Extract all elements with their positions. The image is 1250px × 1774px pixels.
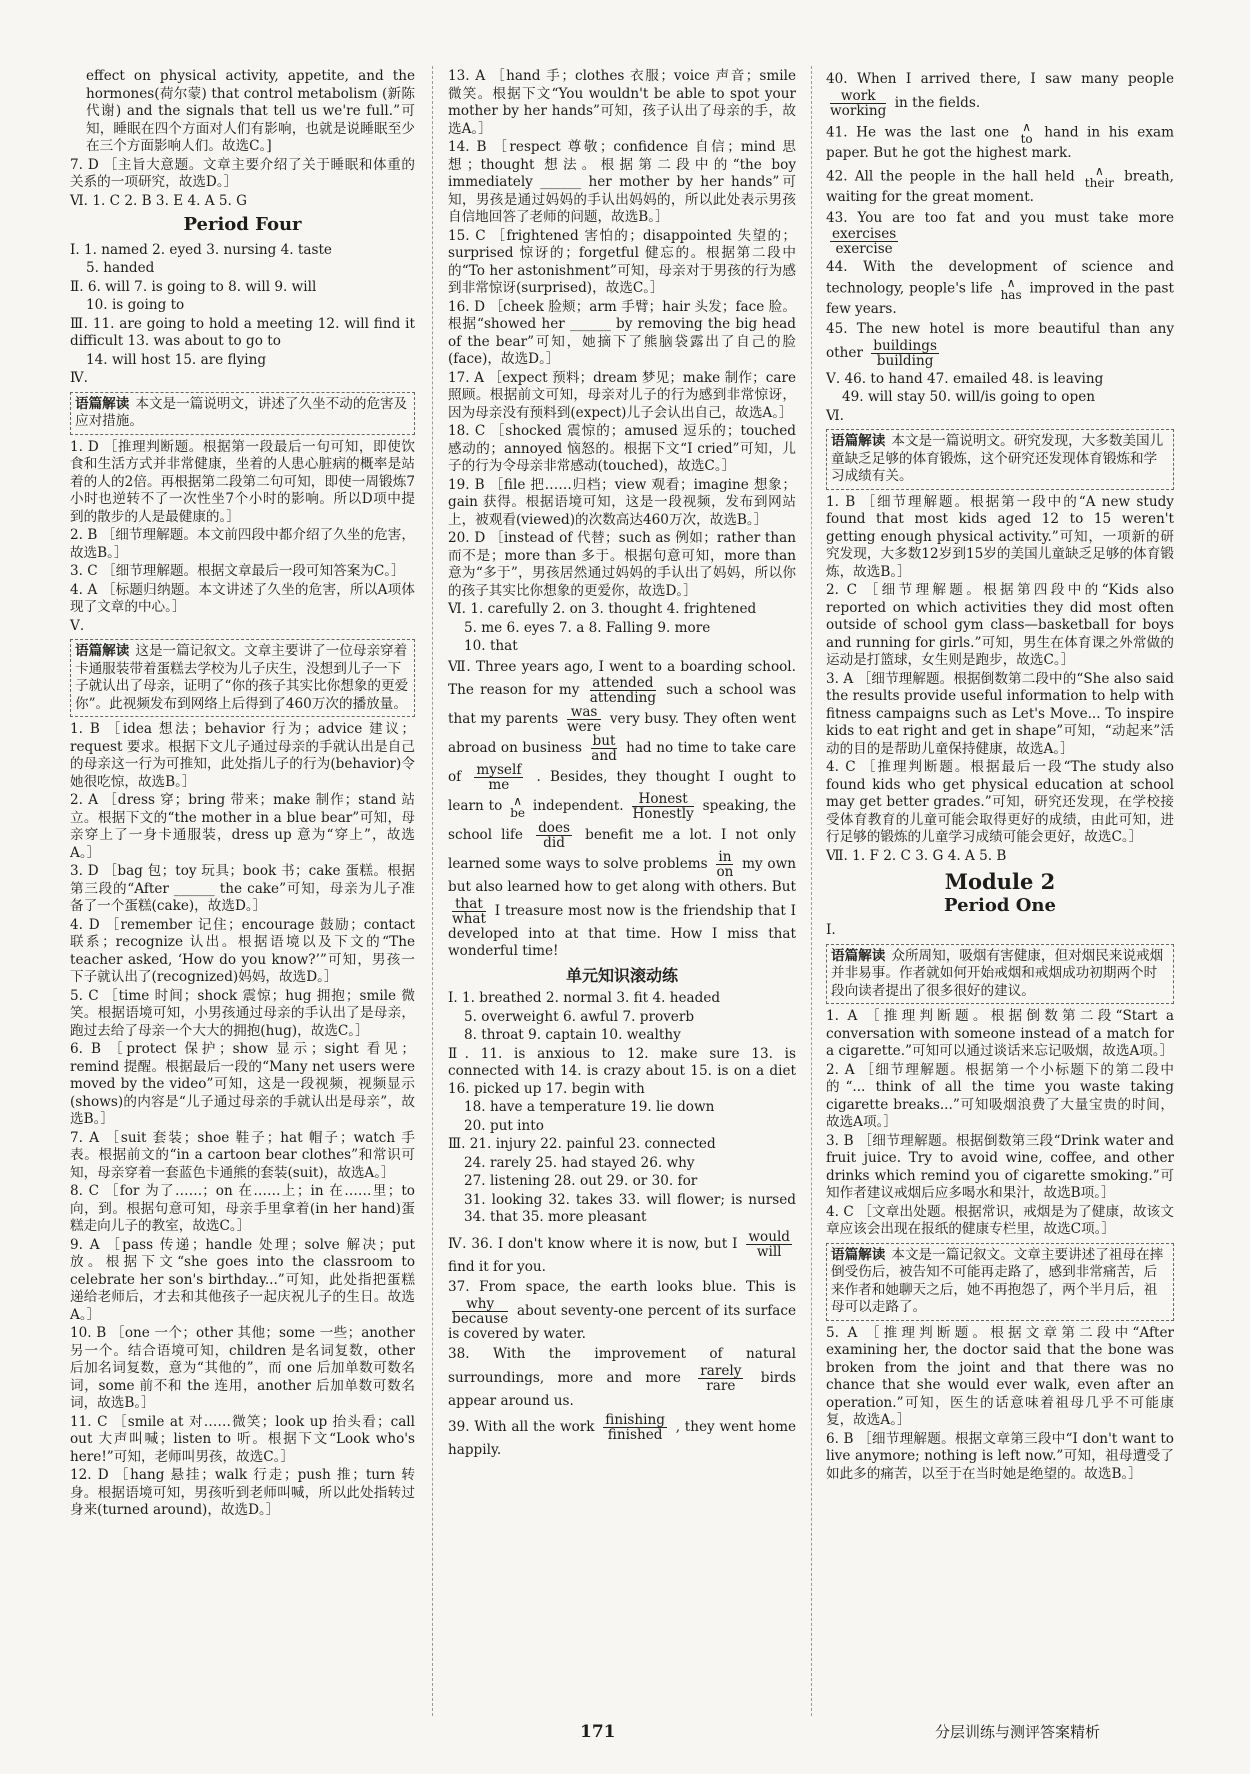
answer-line: 5. handed xyxy=(86,260,155,276)
correction-mark: attended attending xyxy=(589,675,657,706)
box-text: 本文是一篇说明文。研究发现，大多数美国儿童缺乏足够的体育锻炼，这个研究还发现体育锻炼和学习成绩有关。 xyxy=(831,433,1164,484)
answer-item: 1. D ［推理判断题。根据第一段最后一句可知，即使饮食和生活方式并非常健康，坐着的人患心脏病的概率是站着的人的2倍。再根据第二段第二句可知，即使一周锻炼7小时也逆转不了一次性坐7个小时的影响。所以D项中提到的散步的人是最健康的。］ xyxy=(70,438,415,525)
box-text: 众所周知，吸烟有害健康，但对烟民来说戒烟并非易事。作者就如何开始戒烟和戒烟成功初期两个时段向读者提出了很多很好的建议。 xyxy=(831,947,1164,999)
correction-mark: that what xyxy=(452,895,486,927)
box-tag: 语篇解读 xyxy=(75,643,130,659)
column-middle xyxy=(448,68,796,1463)
insertion-mark: ∧ to xyxy=(1020,119,1033,146)
answer-item: 13. A ［hand 手；clothes 衣服；voice 声音；smile 微笑。根据下文“You wouldn't be able to spot your mother by her hands”可知，孩子认出了母亲的手，故选A。］ xyxy=(448,68,796,137)
box-text: 这是一篇记叙文。文章主要讲了一位母亲穿着卡通服装带着蛋糕去学校为儿子庆生，没想到儿子一下子就认出了母亲，证明了“你的孩子其实比你想象的更爱你”。此视频发布到网络上后得到了460万次的播放量。 xyxy=(75,643,409,712)
answer-item: 15. C ［frightened 害怕的；disappointed 失望的；surprised 惊讶的；forgetful 健忘的。根据第二段中的“To her astonishment”可知，母亲对于男孩的行为感到非常惊讶(surprised)，故选C。］ xyxy=(448,227,796,296)
correction-sentence: 39. With all the work finishing finished , they went home happily. xyxy=(448,1412,796,1458)
answer-line: 8. throat 9. captain 10. wealthy xyxy=(464,1027,681,1043)
box-tag: 语篇解读 xyxy=(831,947,886,964)
answer-item: 1. B ［idea 想法；behavior 行为；advice 建议；request 要求。根据下文儿子通过母亲的手就认出是自己的母亲这一行为可推知，此处指儿子的行为(behavior)令她很吃惊，故选B。］ xyxy=(70,721,415,790)
answer-item: 10. B ［one 一个；other 其他；some 一些；another 另一个。结合语境可知，children 是名词复数，other 后加名词复数，意为“其他的”，而 one 后加单数可数名词，some 前不和 the 连用，another 后加单数可数名词，故选B。］ xyxy=(70,1325,415,1411)
answer-item: 16. D ［cheek 脸颊；arm 手臂；hair 头发；face 脸。根据“showed her ______ by removing the big head of the bear”可知，她摘下了熊脑袋露出了自己的脸(face)，故选D。］ xyxy=(448,298,796,367)
insertion-mark: ∧ has xyxy=(1000,275,1022,302)
box-tag: 语篇解读 xyxy=(75,395,130,412)
answer-item: 4. D ［remember 记住；encourage 鼓励；contact 联系；recognize 认出。根据语境以及下文的“The teacher asked, ‘How do you know?’”可知，男孩一下子就认出了(recognized)妈妈，故选D。］ xyxy=(70,916,415,985)
answer-line: 27. listening 28. out 29. or 30. for xyxy=(464,1173,698,1189)
answer-line: Ⅰ. 1. breathed 2. normal 3. fit 4. headed xyxy=(448,990,721,1006)
passage-analysis-box xyxy=(70,392,415,435)
answer-line: 10. that xyxy=(464,638,518,654)
correction-mark: rarely rare xyxy=(700,1362,742,1394)
answer-item: 11. C ［smile at 对……微笑；look up 抬头看；call out 大声叫喊；listen to 听。根据下文“Look who's here!”可知，老师叫男孩，故选C。］ xyxy=(70,1413,415,1465)
section-title-unit-review: 单元知识滚动练 xyxy=(565,965,678,985)
box-text: 本文是一篇说明文，讲述了久坐不动的危害及应对措施。 xyxy=(75,395,408,429)
answer-line: Ⅰ. 1. named 2. eyed 3. nursing 4. taste xyxy=(70,241,332,258)
answer-line: Ⅵ. 1. C 2. B 3. E 4. A 5. G xyxy=(70,192,248,209)
module-title: Module 2 xyxy=(944,869,1056,894)
correction-passage: Ⅶ. Three years ago, I went to a boarding school. The reason for my attended attending such a school was that my parents was were very busy. They often went abroad on business but and had no time to take care of myself me . Besides, they thought I ought to learn to ∧ be independent. Honest Honestly speaking, the school life does did benefit me a lot. I not only learned some ways to solve problems $\frac{in}{on}$ my own but also learned how to get along with others. But that what I treasure most now is the friendship that I developed into at that time. How I miss that wonderful time! xyxy=(448,658,797,959)
passage-analysis-box xyxy=(826,429,1174,490)
correction-mark: work working xyxy=(830,87,887,119)
section-roman: Ⅳ. xyxy=(70,370,88,386)
answer-item: 3. C ［细节理解题。根据文章最后一段可知答案为C。］ xyxy=(70,563,405,579)
correction-sentence: 41. He was the last one ∧ to hand in his exam paper. But he got the highest mark. xyxy=(826,119,1175,161)
answer-line: 18. have a temperature 19. lie down xyxy=(464,1099,715,1115)
answer-line: Ⅱ. 6. will 7. is going to 8. will 9. will xyxy=(70,278,317,295)
answer-line: 31. looking 32. takes 33. will flower; is nursed 34. that 35. more pleasant xyxy=(464,1191,796,1225)
correction-sentence: 40. When I arrived there, I saw many people work working in the fields. xyxy=(826,71,1174,119)
answer-item: 14. B ［respect 尊敬；confidence 自信；mind 思想；thought 想法。根据第二段中的“the boy immediately ______ her mother by her hands”可知，男孩是通过妈妈的手认出妈妈的，所以此处表示男孩自信地回答了老师的问题，故选B。］ xyxy=(448,139,796,225)
answer-line: Ⅲ. 11. are going to hold a meeting 12. will find it difficult 13. was about to go to xyxy=(70,315,415,349)
running-footer: 分层训练与测评答案精析 xyxy=(935,1723,1101,1741)
column-divider-2 xyxy=(811,66,812,1716)
answer-line: 49. will stay 50. will/is going to open xyxy=(842,389,1095,405)
answer-item: 4. A ［标题归纳题。本文讲述了久坐的危害，所以A项体现了文章的中心。］ xyxy=(70,581,415,615)
box-tag: 语篇解读 xyxy=(831,1246,886,1263)
correction-mark: $\frac{in}{on}$ xyxy=(716,849,734,880)
page-number: 171 xyxy=(580,1722,616,1742)
answer-item: 19. B ［file 把……归档；view 观看；imagine 想象；gain 获得。根据语境可知，这是一段视频，发布到网站上，被观看(viewed)的次数高达460万次，故选B。］ xyxy=(448,476,796,528)
answer-item: 3. B ［细节理解题。根据倒数第三段“Drink water and fruit juice. Try to avoid wine, coffee, and other drinks which remind you of cigarette smoking.”可知作者建议戒烟后应多喝水和果汁，故选B项。］ xyxy=(826,1132,1174,1201)
answer-item: 4. C ［文章出处题。根据常识，戒烟是为了健康，故该文章应该会出现在报纸的健康专栏里，故选C项。］ xyxy=(826,1203,1174,1237)
answer-line: Ⅴ. 46. to hand 47. emailed 48. is leaving xyxy=(826,370,1104,387)
answer-item: 12. D ［hang 悬挂；walk 行走；push 推；turn 转身。根据语境可知，男孩听到老师叫喊，所以此处指转过身来(turned around)，故选D。］ xyxy=(70,1467,415,1518)
answer-line: 14. will host 15. are flying xyxy=(86,351,267,368)
answer-item: 1. A ［推理判断题。根据倒数第二段“Start a conversation with someone instead of a match for a cigarette.”可知可以通过谈话来忘记吸烟，故选A项。］ xyxy=(826,1008,1174,1059)
correction-sentence: 37. From space, the earth looks blue. This is why because about seventy-one percent of its surface is covered by water. xyxy=(448,1279,796,1342)
answer-item: 8. C ［for 为了……；on 在……上；in 在……里；to 向，到。根据句意可知，母亲手里拿着(in her hand)蛋糕走向儿子的教室，故选C。］ xyxy=(70,1183,415,1234)
answer-item: 9. A ［pass 传递；handle 处理；solve 解决；put 放。根据下文“she goes into the classroom to celebrate her son's birthday...”可知，此处指把蛋糕递给老师后，才去和其他孩子一起庆祝儿子的生日。故选A。］ xyxy=(70,1236,415,1323)
answer-item: 18. C ［shocked 震惊的；amused 逗乐的；touched 感动的；annoyed 恼怒的。根据下文“I cried”可知，儿子的行为令母亲非常感动(touched)，故选C。］ xyxy=(448,423,796,474)
answer-line: 20. put into xyxy=(464,1117,544,1134)
insertion-mark: ∧ their xyxy=(1084,164,1115,190)
answer-item: 3. A ［细节理解题。根据倒数第二段中的“She also said the results provide useful information to help with fitness campaigns such as Let's Move... To inspire kids to eat right and get in shape”可知，“动起来”活动的目的是帮助儿童保持健康，故选A。］ xyxy=(826,670,1174,757)
section-title-period-four: Period Four xyxy=(183,214,302,235)
section-title-period-one: Period One xyxy=(944,894,1056,916)
section-roman: Ⅵ. xyxy=(826,407,844,424)
answer-item: 2. A ［细节理解题。根据第一个小标题下的第二段中的“... think of all the time you waste taking cigarette breaks...”可知吸烟浪费了大量宝贵的时间，故选A项。］ xyxy=(826,1061,1174,1130)
correction-mark: buildings building xyxy=(873,337,937,369)
text-line: effect on physical activity, appetite, and the hormones(荷尔蒙) that control metabolism (新陈代谢) and the signals that tell us we're full.”可知，睡眠在四个方面对人们有影响，也就是说睡眠至少在三个方面影响人们。故选C。] xyxy=(86,68,415,154)
answer-item: 2. C ［细节理解题。根据第四段中的“Kids also reported on which activities they did most often outside of school gym class—basketball for boys and running for girls.”可知，男生在体育课之外常做的运动是打篮球，女生则是跑步，故选C。］ xyxy=(826,582,1174,668)
box-text: 本文是一篇记叙文。文章主要讲述了祖母在摔倒受伤后，被告知不可能再走路了，感到非常痛苦，后来作者和她聊天之后，她不再抱怨了，两个半月后，祖母可以走路了。 xyxy=(831,1246,1164,1315)
answer-item: 5. A ［推理判断题。根据文章第二段中“After examining her, the doctor said that the bone was broken from the joint and that there was no chance that she would ever walk, even after an operation.”可知，医生的话意味着祖母几乎不可能康复，故选A。］ xyxy=(826,1324,1174,1428)
answer-line: 5. me 6. eyes 7. a 8. Falling 9. more xyxy=(464,619,711,636)
section-roman: Ⅰ. xyxy=(826,922,836,938)
answer-item: 7. D ［主旨大意题。文章主要介绍了关于睡眠和体重的关系的一项研究，故选D。］ xyxy=(70,156,415,190)
answer-line: 10. is going to xyxy=(86,297,185,313)
box-tag: 语篇解读 xyxy=(831,433,886,449)
answer-item: 20. D ［instead of 代替；such as 例如；rather than 而不是；more than 多于。根据句意可知，more than 意为“多于”，男孩居然通过妈妈的手认出了妈妈，所以你的孩子其实比你想象的更爱你，故选D。］ xyxy=(448,530,796,599)
answer-item: 3. D ［bag 包；toy 玩具；book 书；cake 蛋糕。根据第三段的“After ______ the cake”可知，母亲为儿子准备了一个蛋糕(cake)，故选D。］ xyxy=(70,863,415,914)
correction-mark: myself me xyxy=(476,762,522,793)
answer-item: 6. B ［protect 保护；show 显示；sight 看见；remind 提醒。根据最后一段的“Many net users were moved by the video”可知，这是一段视频，视频显示(shows)的内容是“儿子通过母亲的手就认出是母亲”，故选B。］ xyxy=(70,1041,415,1127)
answer-item: 4. C ［推理判断题。根据最后一段“The study also found kids who get physical education at school may get better grades.”可知，研究还发现，在学校接受体育教育的儿童可能会取得更好的成绩，由此可知，进行足够的锻炼的儿童学习成绩可能会更好，故选C。］ xyxy=(826,759,1174,845)
answer-line: 24. rarely 25. had stayed 26. why xyxy=(464,1154,695,1171)
passage-analysis-box xyxy=(826,944,1174,1005)
correction-sentence: 38. With the improvement of natural surroundings, more and more rarely rare birds appear around us. xyxy=(448,1346,796,1409)
column-right xyxy=(826,68,1174,1484)
answer-line: Ⅵ. 1. carefully 2. on 3. thought 4. frightened xyxy=(448,601,757,617)
answer-item: 17. A ［expect 预料；dream 梦见；make 制作；care 照顾。根据前文可知，母亲对儿子的行为感到非常惊讶，因为母亲没有预料到(expect)儿子会认出自己，故选A。］ xyxy=(448,369,796,421)
column-divider-1 xyxy=(432,66,433,1716)
correction-mark: was were xyxy=(566,704,602,735)
passage-analysis-box xyxy=(70,639,415,717)
answer-item: 5. C ［time 时间；shock 震惊；hug 拥抱；smile 微笑。根据语境可知，小男孩通过母亲的手认出了是母亲，跑过去给了母亲一个大大的拥抱(hug)，故选C。］ xyxy=(70,987,415,1039)
correction-mark: exercises exercise xyxy=(832,226,897,257)
answer-item: 2. A ［dress 穿；bring 带来；make 制作；stand 站立。根据下文的“the mother in a blue bear”可知，母亲穿上了一身卡通服装，dress up 意为“穿上”，故选A。］ xyxy=(70,792,415,861)
answer-item: 6. B ［细节理解题。根据文章第三段中“I don't want to live anymore; nothing is left now.”可知，祖母遭受了如此多的痛苦，以至于在当时她是绝望的。故选B。］ xyxy=(826,1430,1174,1482)
answer-line: Ⅱ. 11. is anxious to 12. make sure 13. is connected with 14. is crazy about 15. is on a diet 16. picked up 17. begin with xyxy=(448,1045,796,1097)
answer-item: 2. B ［细节理解题。本文前四段中都介绍了久坐的危害，故选B。］ xyxy=(70,527,415,561)
answer-line: Ⅲ. 21. injury 22. painful 23. connected xyxy=(448,1136,716,1152)
column-left xyxy=(70,68,415,1521)
answer-item: 1. B ［细节理解题。根据第一段中的“A new study found that most kids aged 12 to 15 weren't getting enough physical activity.”可知，一项新的研究发现，大多数12岁到15岁的美国儿童缺乏足够的体育锻炼，故选B。］ xyxy=(826,493,1174,580)
answer-line: Ⅶ. 1. F 2. C 3. G 4. A 5. B xyxy=(826,847,1007,864)
insertion-mark: ∧ be xyxy=(510,793,525,820)
correction-mark: but and xyxy=(591,733,617,764)
answer-line: 5. overweight 6. awful 7. proverb xyxy=(464,1008,695,1025)
correction-sentence: 43. You are too fat and you must take more exercises exercise xyxy=(826,209,1174,257)
answer-item: 7. A ［suit 套装；shoe 鞋子；hat 帽子；watch 手表。根据前文的“in a cartoon bear clothes”和常识可知，母亲穿着一套蓝色卡通熊的套装(suit)，故选A。］ xyxy=(70,1129,415,1181)
correction-sentence: 45. The new hotel is more beautiful than any other buildings building xyxy=(826,321,1174,369)
correction-sentence: Ⅳ. 36. I don't know where it is now, but I would will find it for you. xyxy=(448,1228,790,1275)
correction-sentence: 42. All the people in the hall held ∧ their breath, waiting for the great moment. xyxy=(826,164,1174,205)
section-roman: Ⅴ. xyxy=(70,617,85,634)
correction-mark: finishing finished xyxy=(605,1412,665,1443)
correction-mark: would will xyxy=(748,1228,790,1260)
correction-mark: does did xyxy=(538,820,570,851)
correction-mark: Honest Honestly xyxy=(632,791,694,822)
correction-sentence: 44. With the development of science and technology, people's life ∧ has improved in the past few years. xyxy=(826,259,1174,317)
passage-analysis-box xyxy=(826,1243,1174,1321)
correction-mark: why because xyxy=(452,1295,509,1327)
